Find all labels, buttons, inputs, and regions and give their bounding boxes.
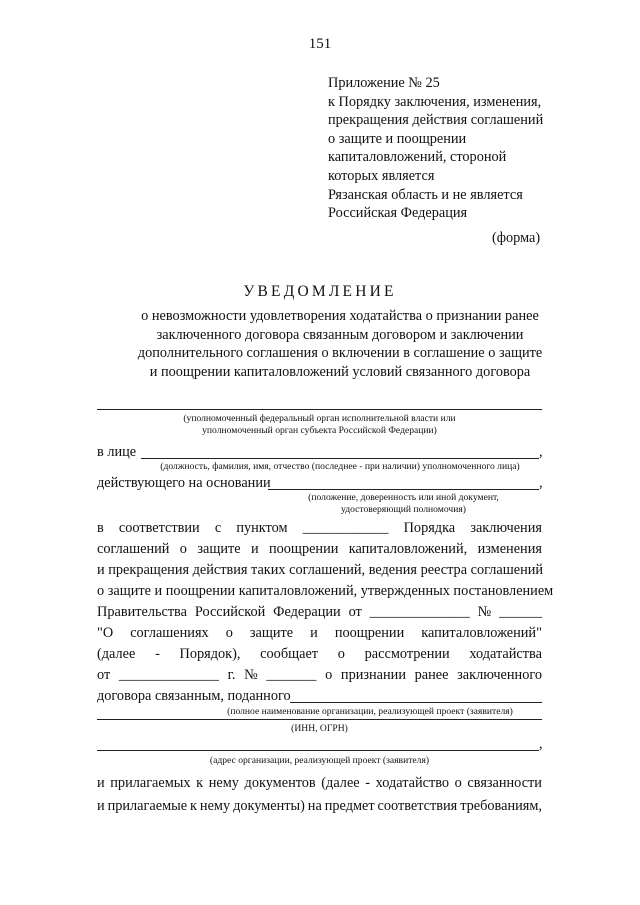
appendix-line: о защите и поощрении <box>328 130 467 147</box>
basis-caption <box>268 492 539 516</box>
word: капиталовложений" <box>421 625 542 641</box>
word: прилагаемых <box>110 775 191 791</box>
number-blank[interactable]: ______ <box>499 604 542 620</box>
body-line <box>97 604 542 621</box>
body-line <box>97 775 542 792</box>
appendix-line: прекращения действия соглашений <box>328 112 544 129</box>
word: поощрении <box>334 625 405 641</box>
word: о <box>179 541 187 557</box>
person-caption: (должность, фамилия, имя, отчество (последнее - при наличии) уполномоченного лица) <box>160 461 520 472</box>
address-caption: (адрес организации, реализующей проект (заявителя) <box>209 755 430 766</box>
word: предмет <box>324 798 375 814</box>
word: пунктом <box>236 520 288 536</box>
body-line <box>97 625 542 642</box>
word: документы) <box>233 798 305 814</box>
word: поощрении <box>268 541 339 557</box>
subject-line: и поощрении капиталовложений условий связанного договора <box>149 363 531 380</box>
word: требованиям, <box>460 798 542 814</box>
body-line <box>97 520 542 537</box>
body-line: и прекращения действия таких соглашений, ведения реестра соглашений <box>97 562 544 578</box>
authority-caption-line: (уполномоченный федеральный орган исполнительной власти или <box>183 413 456 424</box>
word: о <box>454 775 462 791</box>
word: г. <box>227 667 236 683</box>
inn-caption: (ИНН, ОГРН) <box>291 723 348 734</box>
date-blank[interactable]: ______________ <box>369 604 470 620</box>
body-line: договора связанным, поданного <box>97 688 291 704</box>
word: Российской <box>194 604 266 620</box>
word: заключенного <box>457 667 542 683</box>
word: и <box>250 541 259 557</box>
word: - <box>155 646 160 662</box>
subject-line: о невозможности удовлетворения ходатайства о признании ранее <box>141 308 539 324</box>
comma: , <box>539 475 543 491</box>
word: нему <box>208 775 239 791</box>
word: с <box>214 520 222 536</box>
word: № <box>244 667 258 683</box>
word: на <box>307 798 322 814</box>
basis-caption-line: (положение, доверенность или иной документ, <box>308 492 499 503</box>
word: капиталовложений, <box>348 541 468 557</box>
appendix-line: Российская Федерация <box>328 205 468 222</box>
word: о <box>325 667 333 683</box>
page-number: 151 <box>308 36 332 52</box>
word: ранее <box>414 667 449 683</box>
word: изменения <box>477 541 542 557</box>
word: и <box>310 625 318 641</box>
subject-line: заключенного договора связанным договором и заключении <box>156 326 524 343</box>
body-line <box>97 646 542 663</box>
word: Федерации <box>273 604 341 620</box>
word: и <box>97 775 105 791</box>
word: - <box>365 775 371 791</box>
person-field-line[interactable] <box>141 458 539 459</box>
word: признании <box>340 667 406 683</box>
word: Правительства <box>97 604 187 620</box>
date-blank[interactable]: ______________ <box>118 667 219 683</box>
word: ходатайство <box>375 775 450 791</box>
word: № <box>477 604 492 620</box>
word: Порядка <box>403 520 456 536</box>
appendix-line: Рязанская область и не является <box>328 186 523 203</box>
word: сообщает <box>260 646 319 662</box>
appendix-line: Приложение № 25 <box>328 75 440 91</box>
word: документов <box>244 775 316 791</box>
subject-line: дополнительного соглашения о включении в соглашение о защите <box>137 345 543 362</box>
word: соглашениях <box>130 625 209 641</box>
word: прилагаемые <box>107 798 188 814</box>
document-subject <box>60 307 620 381</box>
appendix-line: которых является <box>328 167 435 184</box>
word: защите <box>197 541 241 557</box>
word: соответствии <box>118 520 200 536</box>
word: связанности <box>467 775 542 791</box>
acting-basis-label: действующего на основании <box>97 475 271 491</box>
appendix-line: к Порядку заключения, изменения, <box>328 93 542 110</box>
word: рассмотрении <box>364 646 450 662</box>
word: к <box>190 798 197 814</box>
word: нему <box>199 798 231 814</box>
word: о <box>225 625 233 641</box>
word: "О <box>97 625 114 641</box>
word: о <box>337 646 345 662</box>
point-blank[interactable]: ____________ <box>302 520 389 536</box>
body-line <box>97 667 542 684</box>
authority-field-line[interactable] <box>97 409 542 410</box>
in-person-label: в лице <box>97 444 137 460</box>
word: от <box>348 604 362 620</box>
basis-caption-line: удостоверяющий полномочия) <box>341 504 466 515</box>
comma: , <box>539 736 543 752</box>
word: соответствия <box>377 798 458 814</box>
word: Порядок), <box>179 646 241 662</box>
applicant-field-line[interactable] <box>290 702 542 703</box>
comma: , <box>539 444 543 460</box>
word: ходатайства <box>469 646 542 662</box>
word: и <box>97 798 105 814</box>
applicant-caption: (полное наименование организации, реализующей проект (заявителя) <box>227 706 513 717</box>
appendix-block <box>328 74 543 223</box>
word: (далее <box>321 775 360 791</box>
word: заключения <box>470 520 542 536</box>
body-line <box>97 541 542 558</box>
appendix-line: капиталовложений, стороной <box>328 149 507 166</box>
address-field-line[interactable] <box>97 750 539 751</box>
number-blank[interactable]: _______ <box>266 667 317 683</box>
authority-caption <box>97 413 542 437</box>
body-line: о защите и поощрении капиталовложений, утвержденных постановлением <box>97 583 554 599</box>
word: от <box>97 667 111 683</box>
word: защите <box>249 625 294 641</box>
form-label: (форма) <box>492 230 541 246</box>
word: соглашений <box>97 541 170 557</box>
word: к <box>196 775 204 791</box>
basis-field-line[interactable] <box>268 489 539 490</box>
authority-caption-line: уполномоченный орган субъекта Российской Федерации) <box>202 425 437 436</box>
word: в <box>97 520 104 536</box>
document-title: УВЕДОМЛЕНИЕ <box>243 283 397 300</box>
body-line <box>97 798 542 815</box>
inn-field-line[interactable] <box>97 719 542 720</box>
word: (далее <box>97 646 136 662</box>
